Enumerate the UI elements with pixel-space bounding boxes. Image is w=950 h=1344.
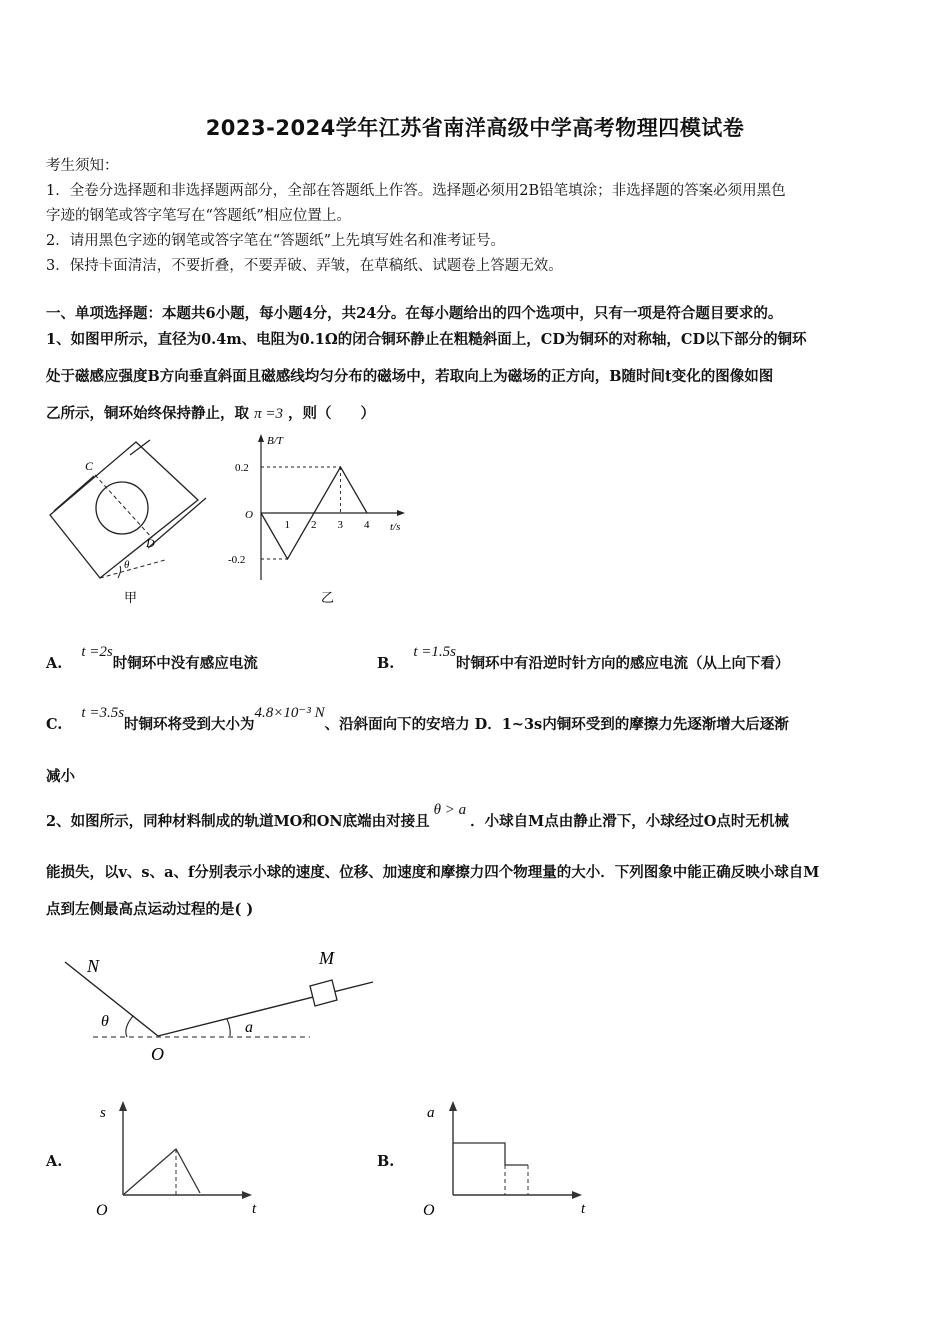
q2-line-3: 点到左侧最高点运动过程的是( ) xyxy=(46,901,254,918)
option-b-label: B. xyxy=(377,655,395,672)
q1-line-3-end: ，则（ ） xyxy=(288,405,376,422)
q2-graph-a[interactable] xyxy=(90,1095,270,1220)
q1-line-3-text: 乙所示，铜环始终保持静止，取 xyxy=(46,405,249,422)
y-axis-label: B/T xyxy=(267,435,283,447)
q1-option-b[interactable] xyxy=(377,644,790,673)
q2-option-b-label[interactable]: B. xyxy=(377,1153,395,1170)
q2-line-1b: ．小球自M点由静止滑下，小球经过O点时无机械 xyxy=(470,813,789,830)
option-c-text-1: 时铜环将受到大小为 xyxy=(124,716,255,733)
figure-track xyxy=(55,940,385,1070)
graph-a-origin: O xyxy=(96,1202,108,1219)
y-tick-minus-0.2: -0.2 xyxy=(228,554,246,566)
option-b-math: t =1.5s xyxy=(413,644,457,660)
figure-yi-label: 乙 xyxy=(321,590,335,605)
q1-line-3 xyxy=(46,402,375,423)
option-a-text: 时铜环中没有感应电流 xyxy=(112,655,258,672)
x-tick-4: 4 xyxy=(364,519,370,531)
figure-jia-label: 甲 xyxy=(124,590,138,605)
option-c-force-math: 4.8×10⁻³ N xyxy=(254,705,325,721)
label-d: D xyxy=(146,536,155,550)
graph-b-y-label: a xyxy=(427,1105,435,1121)
q2-graph-b[interactable] xyxy=(415,1095,600,1220)
origin-label: O xyxy=(245,509,253,521)
label-c: C xyxy=(85,459,94,473)
q1-line-1: 1、如图甲所示，直径为0.4m、电阻为0.1Ω的闭合铜环静止在粗糙斜面上，CD为铜环的对称轴，CD以下部分的铜环 xyxy=(46,331,807,348)
q2-angle-math: θ > a xyxy=(433,802,467,818)
graph-a-x-label: t xyxy=(252,1201,257,1217)
block-m xyxy=(310,980,337,1006)
option-a-math: t =2s xyxy=(81,644,113,660)
label-alpha-angle: a xyxy=(245,1019,253,1036)
x-axis-label: t/s xyxy=(390,521,401,533)
option-b-text: 时铜环中有沿逆时针方向的感应电流（从上向下看） xyxy=(456,655,790,672)
notice-item-1-cont: 字迹的钢笔或答字笔写在“答题纸”相应位置上。 xyxy=(46,208,351,224)
q2-option-a-label[interactable]: A. xyxy=(46,1153,63,1170)
label-o: O xyxy=(151,1044,164,1064)
q1-option-c[interactable] xyxy=(46,705,789,734)
q1-option-a[interactable] xyxy=(46,644,258,673)
label-theta: θ xyxy=(124,559,130,571)
option-c-text-2: 、沿斜面向下的安培力 D．1~3s内铜环受到的摩擦力先逐渐增大后逐渐 xyxy=(324,716,789,733)
option-c-label: C. xyxy=(46,716,63,733)
q2-line-2: 能损失，以v、s、a、f分别表示小球的速度、位移、加速度和摩擦力四个物理量的大小．下列图象中能正确反映小球自M xyxy=(46,864,820,881)
option-a-label: A. xyxy=(46,655,63,672)
label-n: N xyxy=(87,956,100,976)
graph-b-origin: O xyxy=(423,1202,435,1219)
q2-line-1a: 2、如图所示，同种材料制成的轨道MO和ON底端由对接且 xyxy=(46,813,430,830)
x-tick-1: 1 xyxy=(284,519,290,531)
x-tick-2: 2 xyxy=(311,519,317,531)
label-theta-angle: θ xyxy=(101,1013,109,1030)
label-m: M xyxy=(319,948,334,968)
figure-jia xyxy=(40,430,210,610)
a-t-curve xyxy=(453,1143,528,1165)
notice-heading: 考生须知： xyxy=(46,158,119,174)
y-tick-0.2: 0.2 xyxy=(235,462,249,474)
section-heading: 一、单项选择题：本题共6小题，每小题4分，共24分。在每小题给出的四个选项中，只有一项是符合题目要求的。 xyxy=(46,305,783,322)
option-c-math: t =3.5s xyxy=(81,705,125,721)
notice-item-2: 2．请用黑色字迹的钢笔或答字笔在“答题纸”上先填写姓名和准考证号。 xyxy=(46,233,506,249)
q2-line-1 xyxy=(46,802,789,831)
notice-item-3: 3．保持卡面清洁，不要折叠，不要弄破、弄皱，在草稿纸、试题卷上答题无效。 xyxy=(46,258,563,274)
graph-b-x-label: t xyxy=(581,1201,586,1217)
figure-yi-chart xyxy=(225,430,415,610)
page-title: 2023-2024学年江苏省南洋高级中学高考物理四模试卷 xyxy=(205,116,745,140)
x-tick-3: 3 xyxy=(337,519,343,531)
q1-line-2: 处于磁感应强度B方向垂直斜面且磁感线均匀分布的磁场中，若取向上为磁场的正方向，B随时间t变化的图像如图 xyxy=(46,368,774,385)
pi-formula: π =3 xyxy=(254,406,283,422)
s-t-curve xyxy=(123,1149,200,1195)
q1-option-c-cont: 减小 xyxy=(46,768,75,785)
graph-a-y-label: s xyxy=(100,1105,106,1121)
notice-item-1: 1．全卷分选择题和非选择题两部分，全部在答题纸上作答。选择题必须用2B铅笔填涂；非选择题的答案必须用黑色 xyxy=(46,183,786,199)
